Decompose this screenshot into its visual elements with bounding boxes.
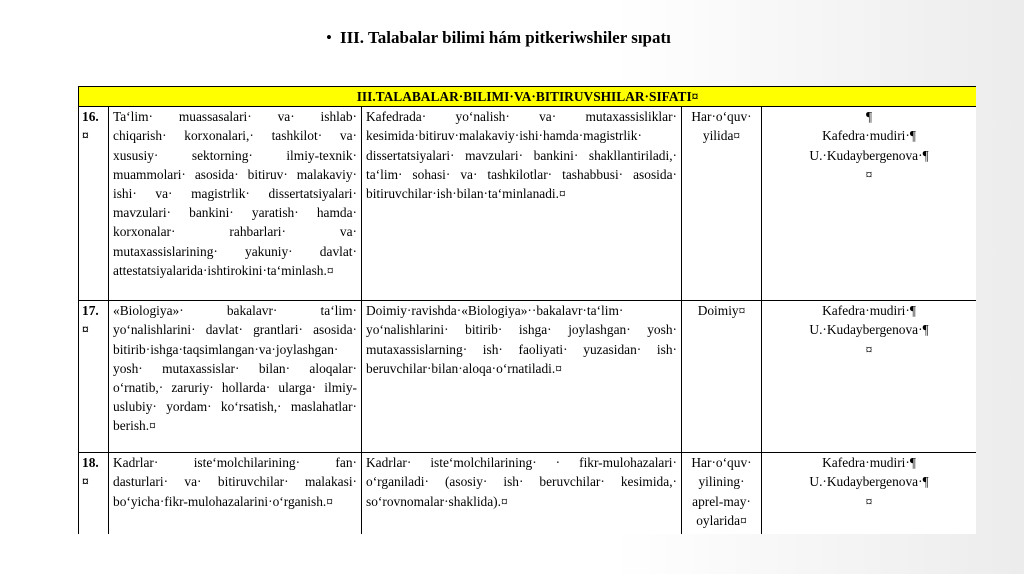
cell-line: Doimiy¤ (697, 303, 746, 319)
deadline-cell (682, 107, 762, 301)
responsible-cell (762, 107, 977, 301)
cell-line: berish.¤ (113, 418, 156, 434)
method-cell (362, 301, 682, 453)
cell-line: o‘rganiladi· (asosiy· ish· beruvchilar· kesimida,· (366, 474, 677, 490)
cell-line: muammolari· asosida· bitiruv· malakaviy· (113, 166, 357, 182)
cell-line: attestatsiyalarida·ishtirokini·ta‘minlash.¤ (113, 262, 334, 278)
cell-line: korxonalar· rahbarlari· va· (113, 224, 357, 240)
cell-line: Kafedra·mudiri·¶ (822, 128, 916, 144)
cell-line: dasturlari· va· bitiruvchilar· malakasi· (113, 474, 357, 490)
cell-line: yilining· (698, 474, 745, 490)
cell-line: U.·Kudaybergenova·¶ (809, 147, 929, 163)
cell-line: bitirib·ishga·taqsimlangan·va·joylashgan· (113, 341, 339, 357)
cell-line: ta‘lim· sohasi· va· tashkilotlar· tashabbusi· asosida· (366, 166, 677, 182)
cell-line: ¤ (865, 341, 873, 357)
responsible-cell (762, 453, 977, 534)
cell-line: beruvchilar·bilan·aloqa·o‘rnatiladi.¤ (366, 360, 562, 376)
cell-line: Kafedra·mudiri·¶ (822, 455, 916, 471)
cell-line: bo‘yicha·fikr-mulohazalarini·o‘rganish.¤ (113, 493, 333, 509)
cell-line: Doimiy·ravishda·«Biologiya»··bakalavr·ta‘lim· (366, 303, 624, 319)
cell-line: mavzulari· bankini· yaratish· hamda· (113, 205, 357, 221)
cell-line: chiqarish· korxonalari,· tashkilot· va· (113, 128, 357, 144)
cell-line: U.·Kudaybergenova·¶ (809, 322, 929, 338)
cell-line: kesimida·bitiruv·malakaviy·ishi·hamda·magistrlik· (366, 128, 642, 144)
cell-line: ¤ (865, 493, 873, 509)
cell-line: yilida¤ (702, 128, 741, 144)
cell-line: oylarida¤ (696, 512, 747, 528)
table-row (79, 301, 977, 453)
cell-line: so‘rovnomalar·shaklida).¤ (366, 493, 508, 509)
bullet-icon: • (326, 28, 332, 47)
slide-title-text: III. Talabalar bilimi hám pitkeriwshiler sıpatı (339, 28, 671, 47)
plan-table (78, 86, 976, 534)
cell-line: Kafedrada· yo‘nalish· va· mutaxassisliklar· (366, 109, 677, 125)
cell-line: «Biologiya»· bakalavr· ta‘lim· (113, 303, 357, 319)
cell-line: dissertatsiyalari· mavzulari· bankini· shakllantiriladi,· (366, 147, 677, 163)
cell-line: Har·o‘quv· (691, 109, 752, 125)
task-cell (109, 301, 362, 453)
document-image (78, 86, 976, 534)
method-cell (362, 453, 682, 534)
cell-line: aprel-may· (692, 493, 751, 509)
cell-line: yosh· mutaxassislar· bilan· aloqalar· (113, 360, 357, 376)
cell-line: ishi· va· magistrlik· dissertatsiyalari· (113, 186, 357, 202)
slide-title (326, 28, 671, 48)
cell-line: Kadrlar· iste‘molchilarining· fan· (113, 455, 357, 471)
cell-line: Har·o‘quv· (691, 455, 752, 471)
task-cell (109, 453, 362, 534)
task-cell (109, 107, 362, 301)
deadline-cell (682, 301, 762, 453)
cell-line: Kadrlar· iste‘molchilarining· · fikr-mulohazalari· (366, 455, 677, 471)
deadline-cell (682, 453, 762, 534)
cell-line: ¤ (865, 166, 873, 182)
responsible-cell (762, 301, 977, 453)
cell-line: U.·Kudaybergenova·¶ (809, 474, 929, 490)
cell-line: yo‘nalishlarini· davlat· grantlari· asosida· (113, 322, 357, 338)
table-header: III.TALABALAR·BILIMI·VA·BITIRUVSHILAR·SIFATI¤ (79, 87, 977, 107)
cell-line: mutaxassislarining· yakuniy· davlat· (113, 243, 357, 259)
table-row (79, 107, 977, 301)
cell-line: bitiruvchilar·ish·bilan·ta‘minlanadi.¤ (366, 186, 566, 202)
row-number: 16.¤ (79, 107, 109, 301)
cell-line: ¶ (865, 109, 873, 125)
row-number: 18.¤ (79, 453, 109, 534)
method-cell (362, 107, 682, 301)
cell-line: o‘rnatib,· zaruriy· hollarda· ularga· ilmiy- (113, 380, 357, 396)
cell-line: yo‘nalishlarini· bitirib· ishga· joylashgan· yosh· (366, 322, 677, 338)
cell-line: xususiy· sektorning· ilmiy-texnik· (113, 147, 357, 163)
cell-line: Kafedra·mudiri·¶ (822, 303, 916, 319)
table-row (79, 453, 977, 534)
row-number: 17.¤ (79, 301, 109, 453)
table-header-row (79, 87, 977, 107)
cell-line: mutaxassislarning· ish· faoliyati· yuzasidan· ish· (366, 341, 677, 357)
cell-line: Ta‘lim· muassasalari· va· ishlab· (113, 109, 357, 125)
cell-line: uslubiy· yordam· ko‘rsatish,· maslahatlar· (113, 399, 357, 415)
